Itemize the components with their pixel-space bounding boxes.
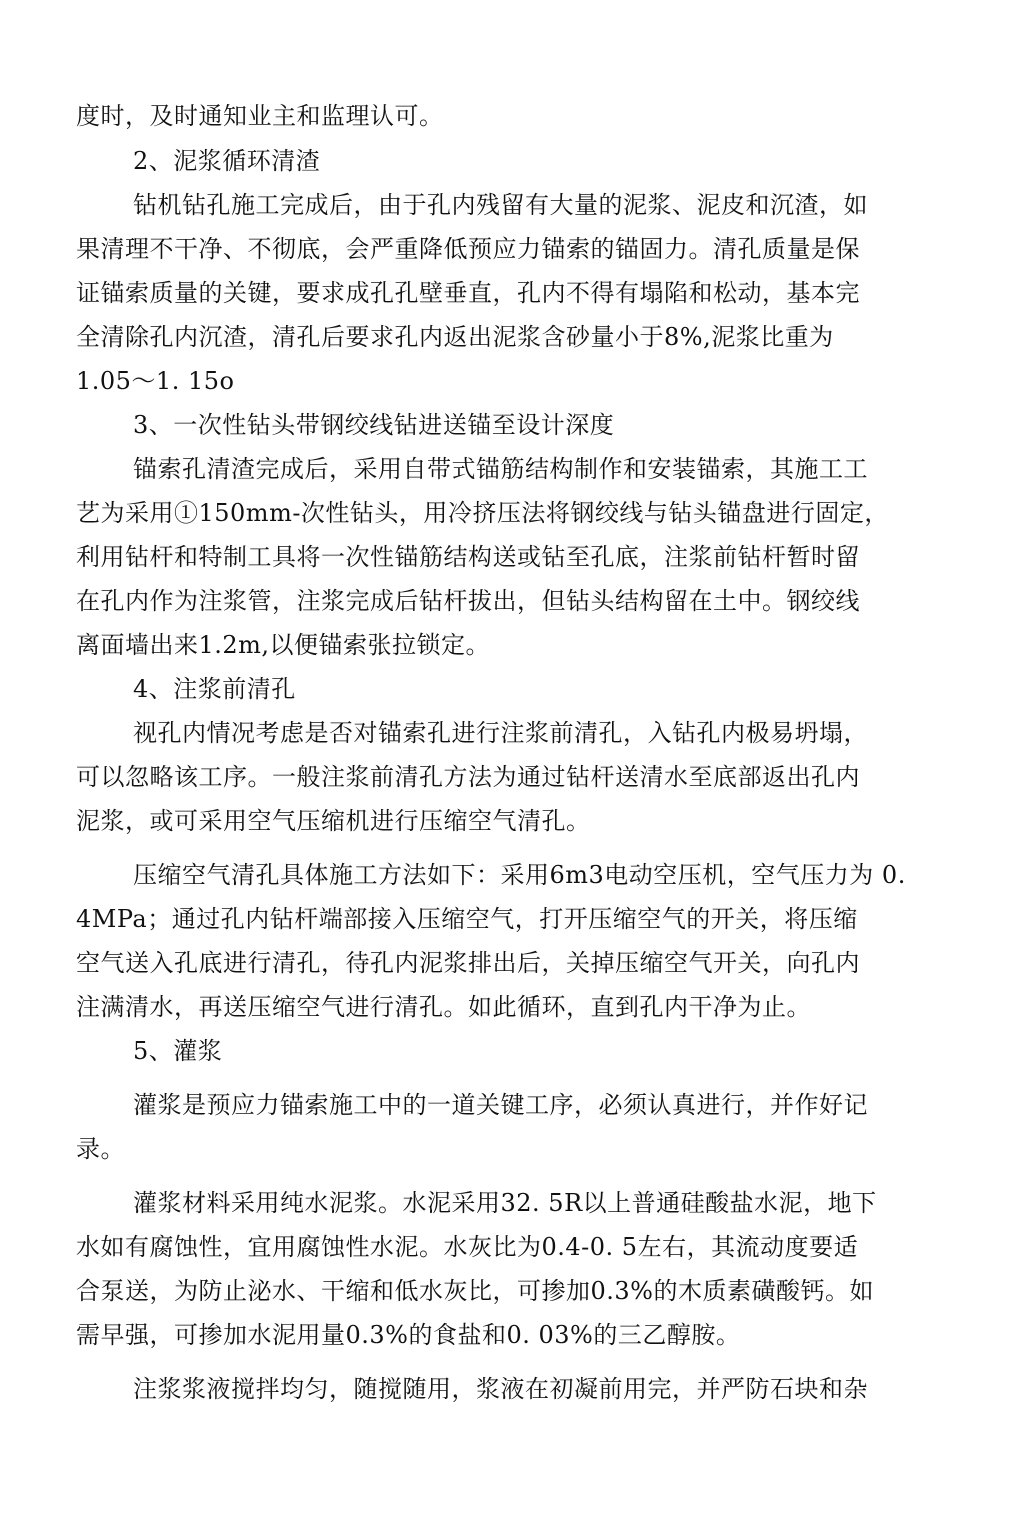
- text-line: 锚索孔清渣完成后，采用自带式锚筋结构制作和安装锚索，其施工工: [133, 455, 868, 483]
- text-line: 离面墙出来1.2m,以便锚索张拉锁定。: [76, 631, 491, 659]
- text-line: 度时，及时通知业主和监理认可。: [76, 102, 444, 130]
- text-line: 利用钻杆和特制工具将一次性锚筋结构送或钻至孔底，注浆前钻杆暂时留: [76, 543, 860, 571]
- text-line: 灌浆是预应力锚索施工中的一道关键工序，必须认真进行，并作好记: [133, 1091, 868, 1119]
- text-line: 艺为采用①150mm-次性钻头，用冷挤压法将钢绞线与钻头锚盘进行固定，: [76, 499, 889, 527]
- text-line: 1.05～1. 15o: [76, 367, 235, 395]
- text-line: 注满清水，再送压缩空气进行清孔。如此循环，直到孔内干净为止。: [76, 993, 811, 1021]
- text-line: 水如有腐蚀性，宜用腐蚀性水泥。水灰比为0.4-0. 5左右，其流动度要适: [76, 1233, 859, 1261]
- text-line: 证锚索质量的关键，要求成孔孔壁垂直，孔内不得有塌陷和松动，基本完: [76, 279, 860, 307]
- section-heading: 3、一次性钻头带钢绞线钻进送锚至设计深度: [133, 411, 615, 439]
- text-line: 视孔内情况考虑是否对锚索孔进行注浆前清孔，入钻孔内极易坍塌，: [133, 719, 868, 747]
- text-line: 果清理不干净、不彻底，会严重降低预应力锚索的锚固力。清孔质量是保: [76, 235, 860, 263]
- section-heading: 2、泥浆循环清渣: [133, 147, 321, 175]
- text-line: 需早强，可掺加水泥用量0.3%的食盐和0. 03%的三乙醇胺。: [76, 1321, 741, 1349]
- text-line: 录。: [76, 1135, 125, 1163]
- text-line: 泥浆，或可采用空气压缩机进行压缩空气清孔。: [76, 807, 591, 835]
- text-line: 全清除孔内沉渣，清孔后要求孔内返出泥浆含砂量小于8%,泥浆比重为: [76, 323, 834, 351]
- text-line: 灌浆材料采用纯水泥浆。水泥采用32. 5R以上普通硅酸盐水泥，地下: [133, 1189, 877, 1217]
- text-line: 在孔内作为注浆管，注浆完成后钻杆拔出，但钻头结构留在土中。钢绞线: [76, 587, 860, 615]
- text-line: 压缩空气清孔具体施工方法如下：采用6m3电动空压机，空气压力为 0.: [133, 861, 906, 889]
- text-line: 可以忽略该工序。一般注浆前清孔方法为通过钻杆送清水至底部返出孔内: [76, 763, 860, 791]
- text-line: 注浆浆液搅拌均匀，随搅随用，浆液在初凝前用完，并严防石块和杂: [133, 1375, 868, 1403]
- section-heading: 4、注浆前清孔: [133, 675, 296, 703]
- text-line: 钻机钻孔施工完成后，由于孔内残留有大量的泥浆、泥皮和沉渣，如: [133, 191, 868, 219]
- text-line: 合泵送，为防止泌水、干缩和低水灰比，可掺加0.3%的木质素磺酸钙。如: [76, 1277, 874, 1305]
- text-line: 4MPa；通过孔内钻杆端部接入压缩空气，打开压缩空气的开关，将压缩: [76, 905, 858, 933]
- text-line: 空气送入孔底进行清孔，待孔内泥浆排出后，关掉压缩空气开关，向孔内: [76, 949, 860, 977]
- section-heading: 5、灌浆: [133, 1037, 223, 1065]
